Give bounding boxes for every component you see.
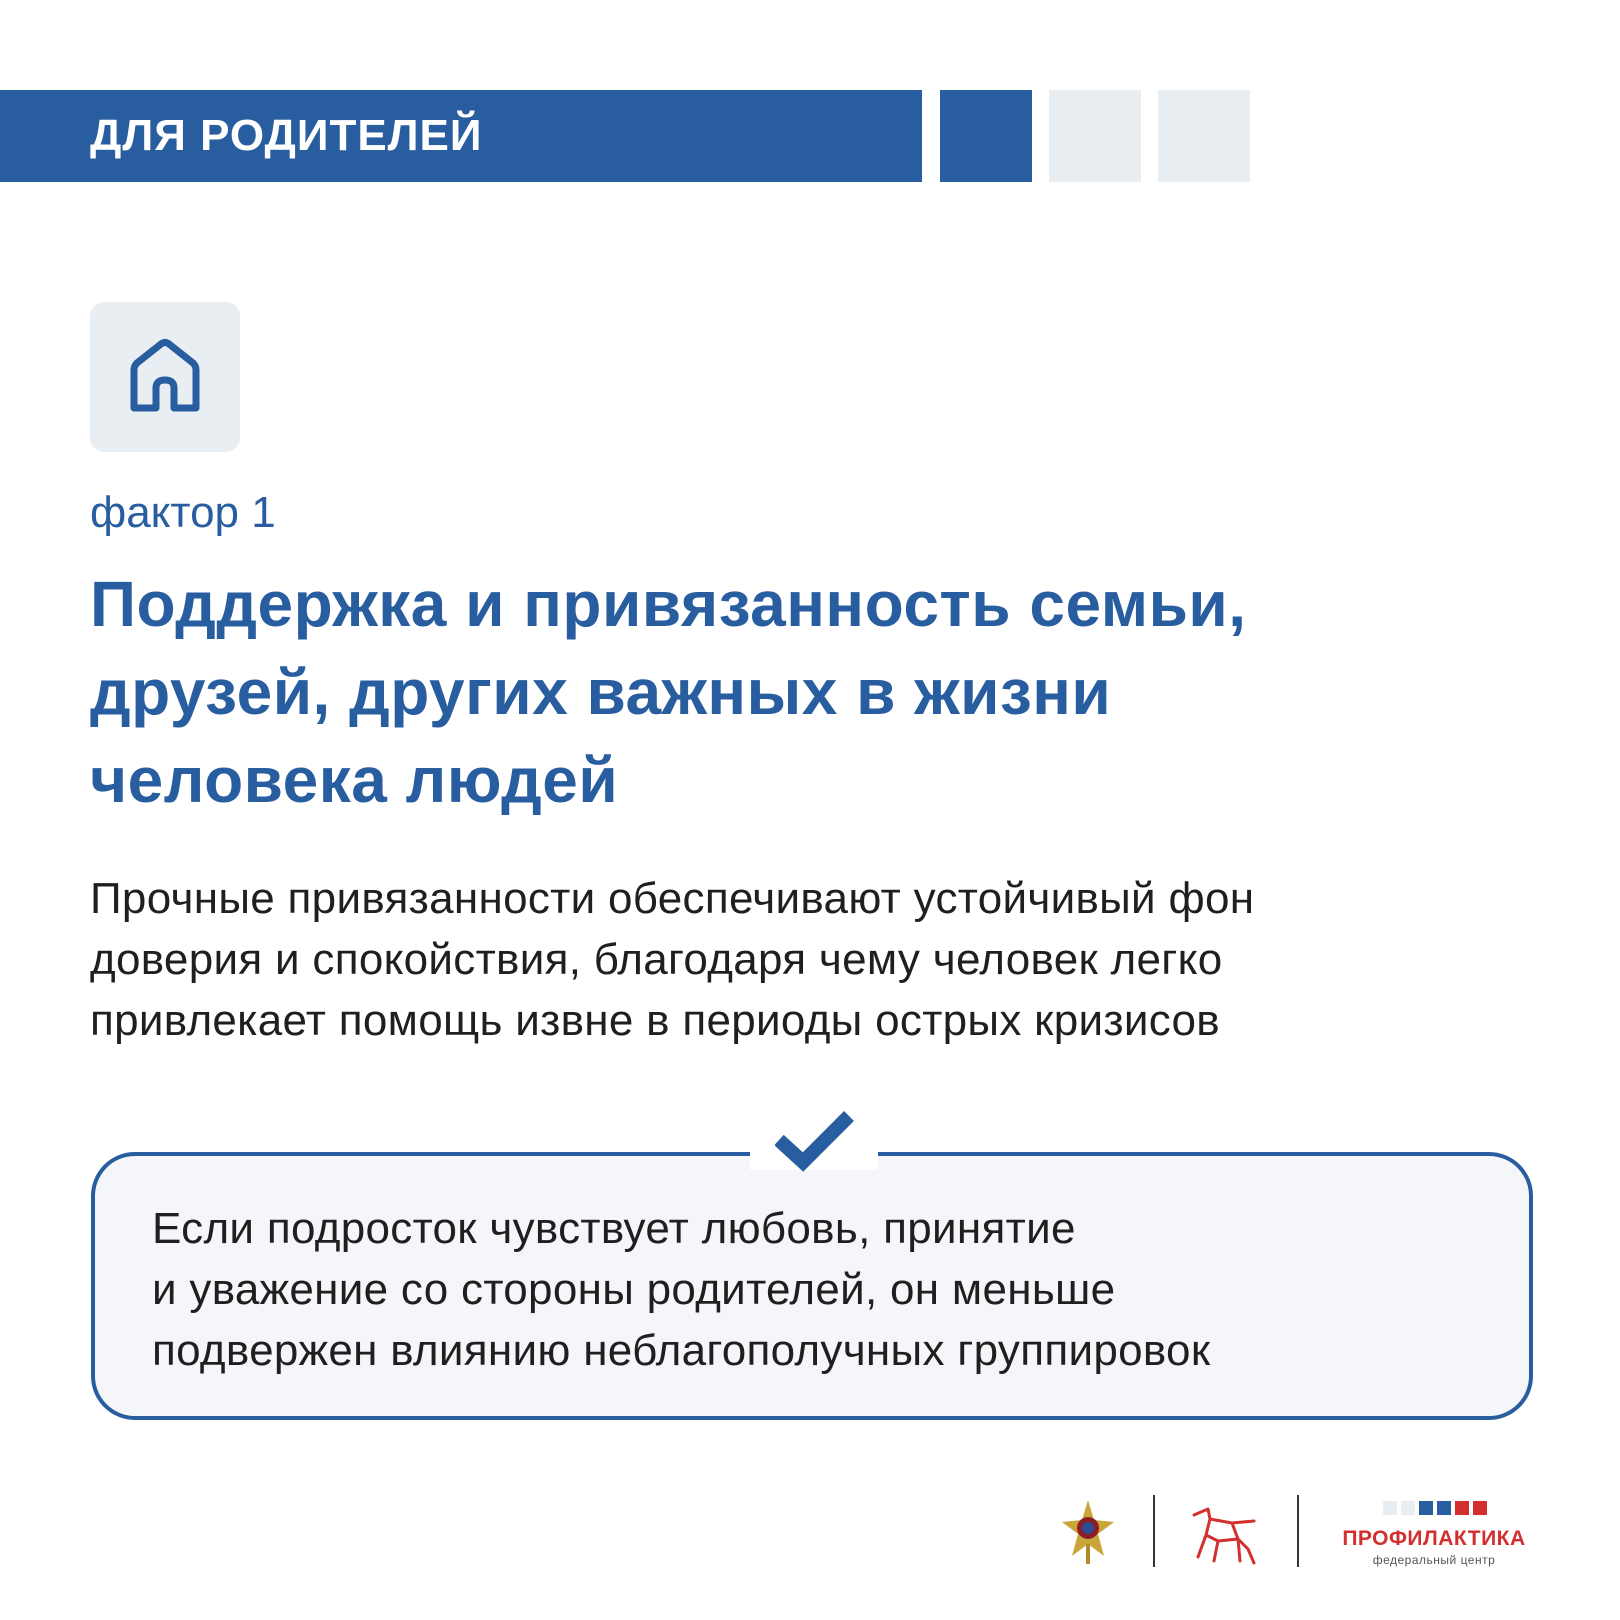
org-name: ПРОФИЛАКТИКА — [1342, 1527, 1526, 1550]
footer-divider — [1297, 1495, 1299, 1567]
org-subtitle: федеральный центр — [1372, 1553, 1496, 1567]
header-bar — [0, 90, 922, 182]
profilaktika-bars-logo — [1383, 1501, 1489, 1515]
header-square-blue — [940, 90, 1032, 182]
title-line: друзей, других важных в жизни — [90, 656, 1112, 728]
callout-line: Если подросток чувствует любовь, принятие — [152, 1204, 1076, 1253]
callout-line: подвержен влиянию неблагополучных группировок — [152, 1326, 1211, 1375]
emblem-logo — [1058, 1498, 1118, 1568]
horse-logo — [1188, 1505, 1262, 1565]
header-title: ДЛЯ РОДИТЕЛЕЙ — [90, 111, 483, 160]
main-title — [90, 560, 1560, 824]
body-paragraph — [90, 868, 1560, 1051]
body-line: Прочные привязанности обеспечивают устойчивый фон — [90, 874, 1255, 923]
header-square-gray-1 — [1049, 90, 1141, 182]
callout-text — [152, 1198, 1512, 1381]
title-line: человека людей — [90, 744, 619, 816]
body-line: привлекает помощь извне в периоды острых кризисов — [90, 996, 1220, 1045]
body-line: доверия и спокойствия, благодаря чему человек легко — [90, 935, 1223, 984]
checkmark-icon — [775, 1110, 855, 1172]
factor-label: фактор 1 — [90, 488, 276, 537]
icon-box — [90, 302, 240, 452]
callout-line: и уважение со стороны родителей, он меньше — [152, 1265, 1116, 1314]
home-icon — [128, 338, 202, 414]
footer-divider — [1153, 1495, 1155, 1567]
header-square-gray-2 — [1158, 90, 1250, 182]
title-line: Поддержка и привязанность семьи, — [90, 568, 1247, 640]
